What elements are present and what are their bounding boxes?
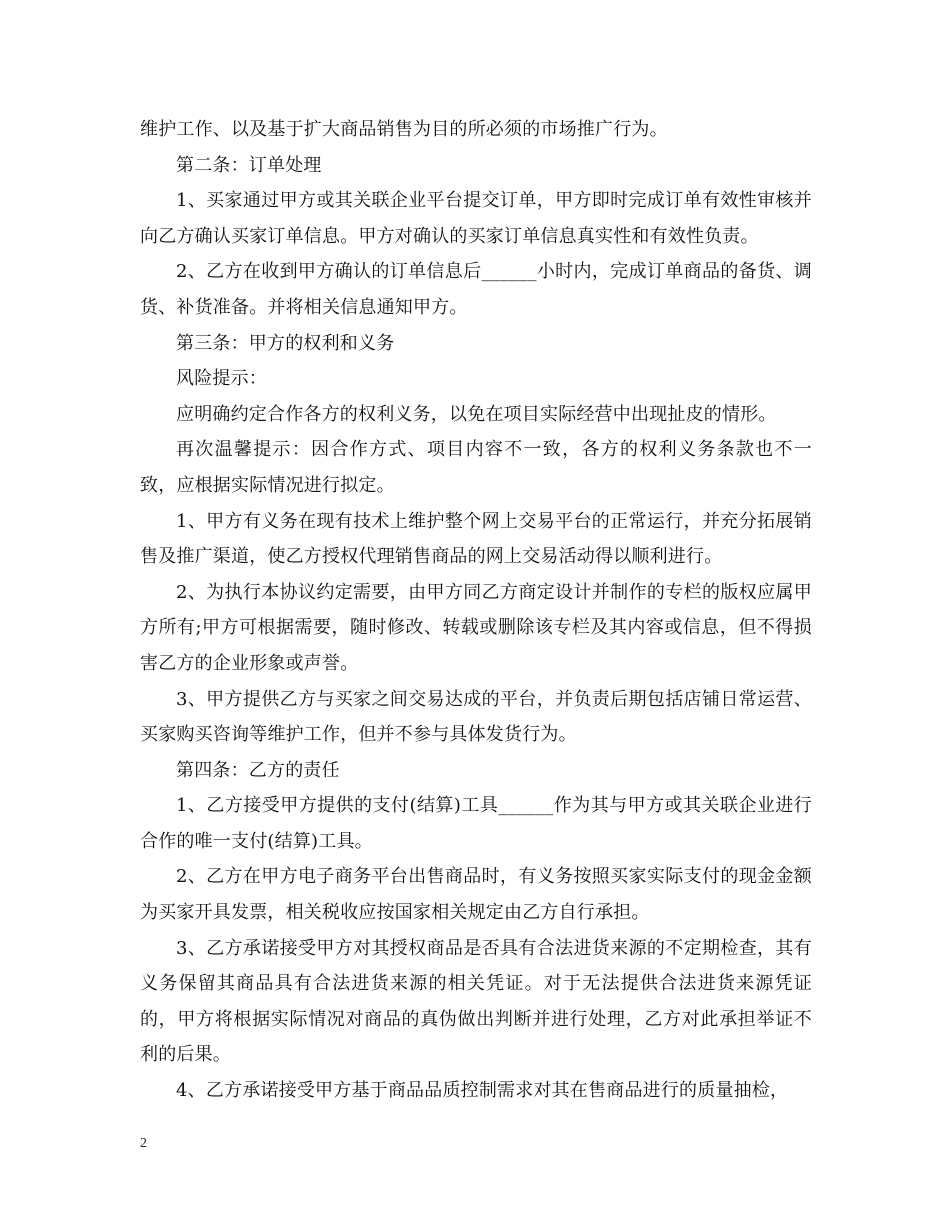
- document-body: [140, 112, 812, 1109]
- paragraph: 2、乙方在收到甲方确认的订单信息后______小时内，完成订单商品的备货、调货、补货准备。并将相关信息通知甲方。: [140, 261, 812, 318]
- section-heading: 第四条：乙方的责任: [176, 759, 340, 781]
- paragraph: 3、乙方承诺接受甲方对其授权商品是否具有合法进货来源的不定期检查，其有义务保留其商品具有合法进货来源的相关凭证。对于无法提供合法进货来源凭证的，甲方将根据实际情况对商品的真伪做出判断并进行处理，乙方对此承担举证不利的后果。: [140, 937, 812, 1066]
- paragraph: 2、为执行本协议约定需要，由甲方同乙方商定设计并制作的专栏的版权应属甲方所有;甲方可根据需要，随时修改、转载或删除该专栏及其内容或信息，但不得损害乙方的企业形象或声誉。: [140, 581, 812, 674]
- paragraph: 3、甲方提供乙方与买家之间交易达成的平台，并负责后期包括店铺日常运营、买家购买咨询等维护工作，但并不参与具体发货行为。: [140, 688, 812, 746]
- paragraph: 2、乙方在甲方电子商务平台出售商品时，有义务按照买家实际支付的现金金额为买家开具发票，相关税收应按国家相关规定由乙方自行承担。: [140, 866, 812, 924]
- paragraph: 1、乙方接受甲方提供的支付(结算)工具______作为其与甲方或其关联企业进行合作的唯一支付(结算)工具。: [140, 795, 812, 852]
- page-number: 2: [140, 1136, 147, 1151]
- paragraph: 4、乙方承诺接受甲方基于商品品质控制需求对其在售商品进行的质量抽检，: [176, 1080, 789, 1102]
- paragraph: 再次温馨提示：因合作方式、项目内容不一致，各方的权利义务条款也不一致，应根据实际情况进行拟定。: [140, 439, 812, 496]
- paragraph: 1、甲方有义务在现有技术上维护整个网上交易平台的正常运行，并充分拓展销售及推广渠道，使乙方授权代理销售商品的网上交易活动得以顺利进行。: [140, 510, 812, 568]
- paragraph: 维护工作、以及基于扩大商品销售为目的所必须的市场推广行为。: [140, 119, 668, 140]
- risk-label: 风险提示：: [176, 368, 267, 390]
- section-heading: 第二条：订单处理: [176, 154, 322, 176]
- paragraph: 1、买家通过甲方或其关联企业平台提交订单，甲方即时完成订单有效性审核并向乙方确认买家订单信息。甲方对确认的买家订单信息真实性和有效性负责。: [140, 190, 812, 247]
- section-heading: 第三条：甲方的权利和义务: [176, 332, 395, 354]
- paragraph: 应明确约定合作各方的权利义务，以免在项目实际经营中出现扯皮的情形。: [176, 403, 777, 425]
